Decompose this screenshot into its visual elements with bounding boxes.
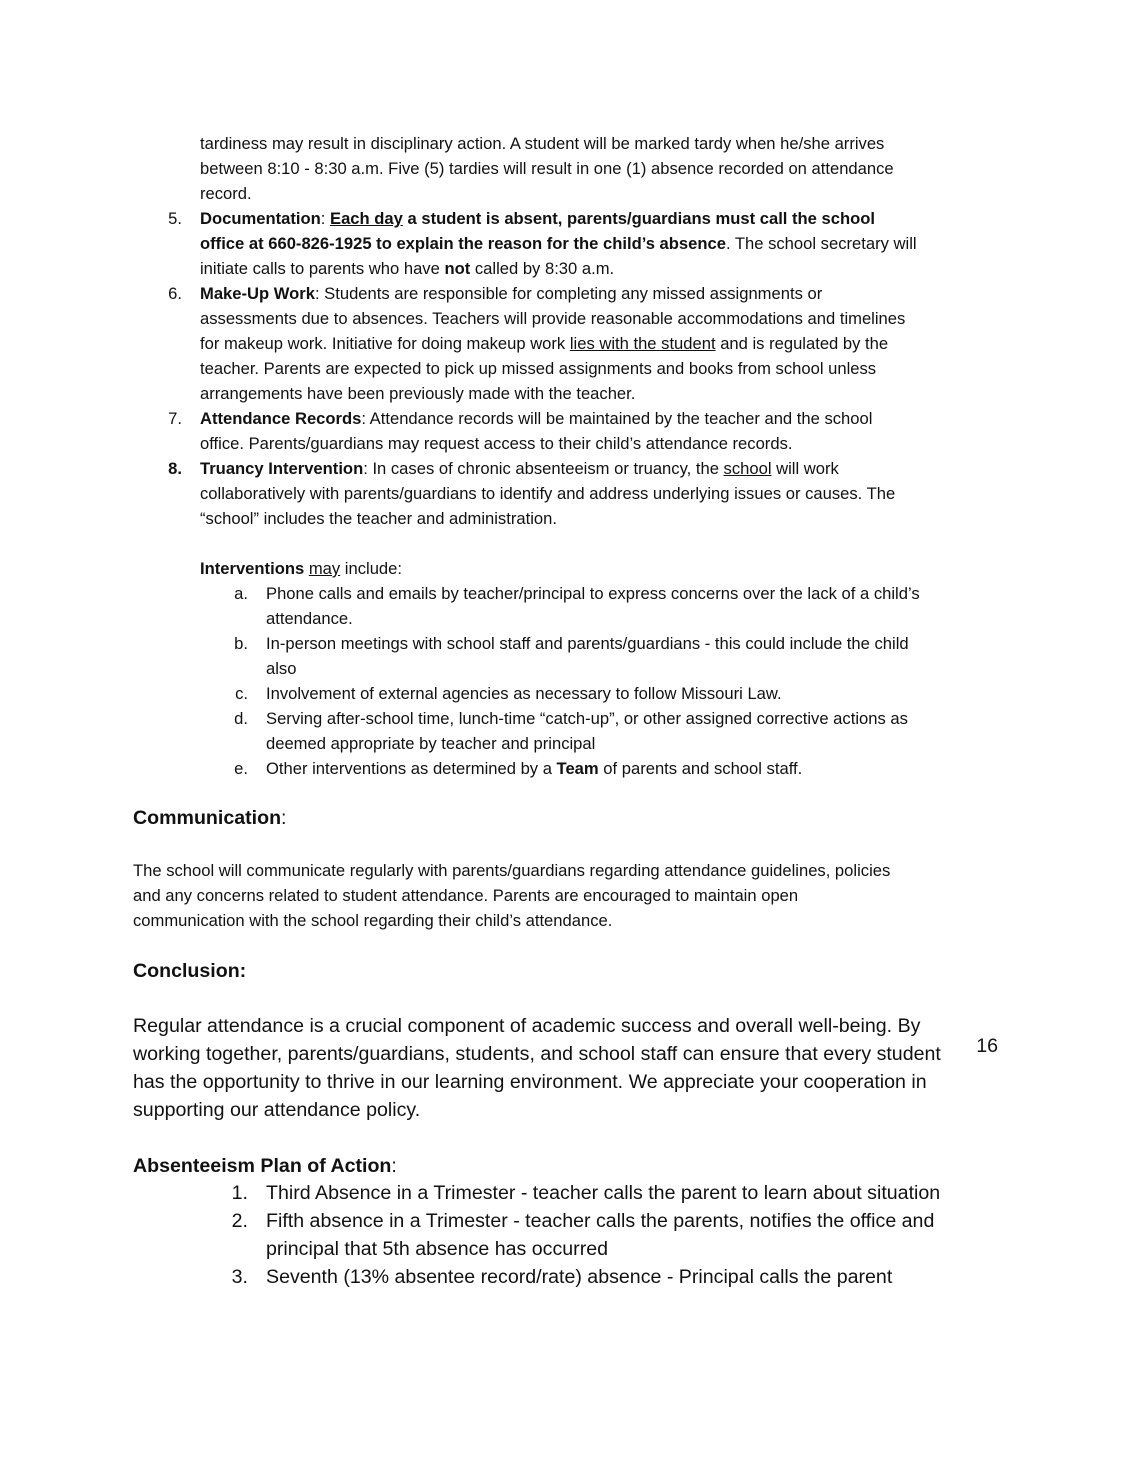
paragraph-line: office at 660-826-1925 to explain the reason for the child’s absence. The school secretary will (200, 234, 917, 253)
list-item-make-up-work: Make-Up Work: Students are responsible for completing any missed assignments or (200, 284, 823, 303)
paragraph-line: communication with the school regarding their child’s attendance. (133, 911, 613, 930)
plan-step: Seventh (13% absentee record/rate) absence - Principal calls the parent (266, 1266, 893, 1288)
item-title: Attendance Records (200, 409, 362, 428)
intervention-item-cont: attendance. (266, 609, 353, 628)
page-number: 16 (976, 1035, 998, 1057)
paragraph-line: tardiness may result in disciplinary action. A student will be marked tardy when he/she arrives (200, 134, 885, 153)
intervention-item: Serving after-school time, lunch-time “catch-up”, or other assigned corrective actions as (266, 709, 908, 728)
paragraph-line: record. (200, 184, 252, 203)
section-heading-communication: Communication: (133, 807, 287, 829)
section-heading-conclusion: Conclusion: (133, 960, 247, 982)
paragraph-line: working together, parents/guardians, students, and school staff can ensure that every student (133, 1043, 941, 1065)
list-number: 7. (168, 409, 182, 428)
paragraph-line: between 8:10 - 8:30 a.m. Five (5) tardies will result in one (1) absence recorded on attendance (200, 159, 894, 178)
item-title: Truancy Intervention (200, 459, 364, 478)
list-item-truancy-intervention: Truancy Intervention: In cases of chronic absenteeism or truancy, the school will work (200, 459, 839, 478)
list-number: 6. (168, 284, 182, 303)
paragraph-line: office. Parents/guardians may request access to their child’s attendance records. (200, 434, 793, 453)
list-item-documentation: Documentation: Each day a student is absent, parents/guardians must call the school (200, 209, 876, 228)
paragraph-line: initiate calls to parents who have not called by 8:30 a.m. (200, 259, 615, 278)
plan-step-number: 3. (231, 1266, 248, 1288)
intervention-item: Other interventions as determined by a Team of parents and school staff. (266, 759, 803, 778)
paragraph-line: collaboratively with parents/guardians to identify and address underlying issues or causes. The (200, 484, 896, 503)
paragraph-line: “school” includes the teacher and administration. (200, 509, 557, 528)
paragraph-line: and any concerns related to student attendance. Parents are encouraged to maintain open (133, 886, 799, 905)
paragraph-line: teacher. Parents are expected to pick up missed assignments and books from school unless (200, 359, 877, 378)
plan-step: Third Absence in a Trimester - teacher calls the parent to learn about situation (266, 1182, 941, 1204)
section-heading-plan-of-action: Absenteeism Plan of Action: (133, 1155, 397, 1177)
list-number: 5. (168, 209, 182, 228)
list-item-attendance-records: Attendance Records: Attendance records will be maintained by the teacher and the school (200, 409, 873, 428)
plan-step-cont: principal that 5th absence has occurred (266, 1238, 609, 1260)
intervention-item-cont: deemed appropriate by teacher and principal (266, 734, 596, 753)
plan-step: Fifth absence in a Trimester - teacher calls the parents, notifies the office and (266, 1210, 935, 1232)
list-letter: a. (234, 584, 248, 603)
intervention-item: In-person meetings with school staff and parents/guardians - this could include the child (266, 634, 909, 653)
paragraph-line: assessments due to absences. Teachers will provide reasonable accommodations and timelines (200, 309, 906, 328)
paragraph-line: The school will communicate regularly with parents/guardians regarding attendance guidelines, policies (133, 861, 891, 880)
item-title: Make-Up Work (200, 284, 315, 303)
list-letter: c. (235, 684, 248, 703)
item-title: Documentation (200, 209, 321, 228)
paragraph-line: for makeup work. Initiative for doing makeup work lies with the student and is regulated by the (200, 334, 889, 353)
list-letter: d. (234, 709, 248, 728)
interventions-lead: Interventions may include: (200, 559, 402, 578)
list-letter: b. (234, 634, 248, 653)
paragraph-line: has the opportunity to thrive in our learning environment. We appreciate your cooperation in (133, 1071, 927, 1093)
paragraph-line: Regular attendance is a crucial component of academic success and overall well-being. By (133, 1015, 921, 1037)
intervention-item: Involvement of external agencies as necessary to follow Missouri Law. (266, 684, 782, 703)
list-letter: e. (234, 759, 248, 778)
intervention-item: Phone calls and emails by teacher/principal to express concerns over the lack of a child’s (266, 584, 920, 603)
paragraph-line: supporting our attendance policy. (133, 1099, 421, 1121)
intervention-item-cont: also (266, 659, 297, 678)
plan-step-number: 2. (231, 1210, 248, 1232)
plan-step-number: 1. (231, 1182, 248, 1204)
paragraph-line: arrangements have been previously made with the teacher. (200, 384, 636, 403)
list-number: 8. (168, 459, 182, 478)
